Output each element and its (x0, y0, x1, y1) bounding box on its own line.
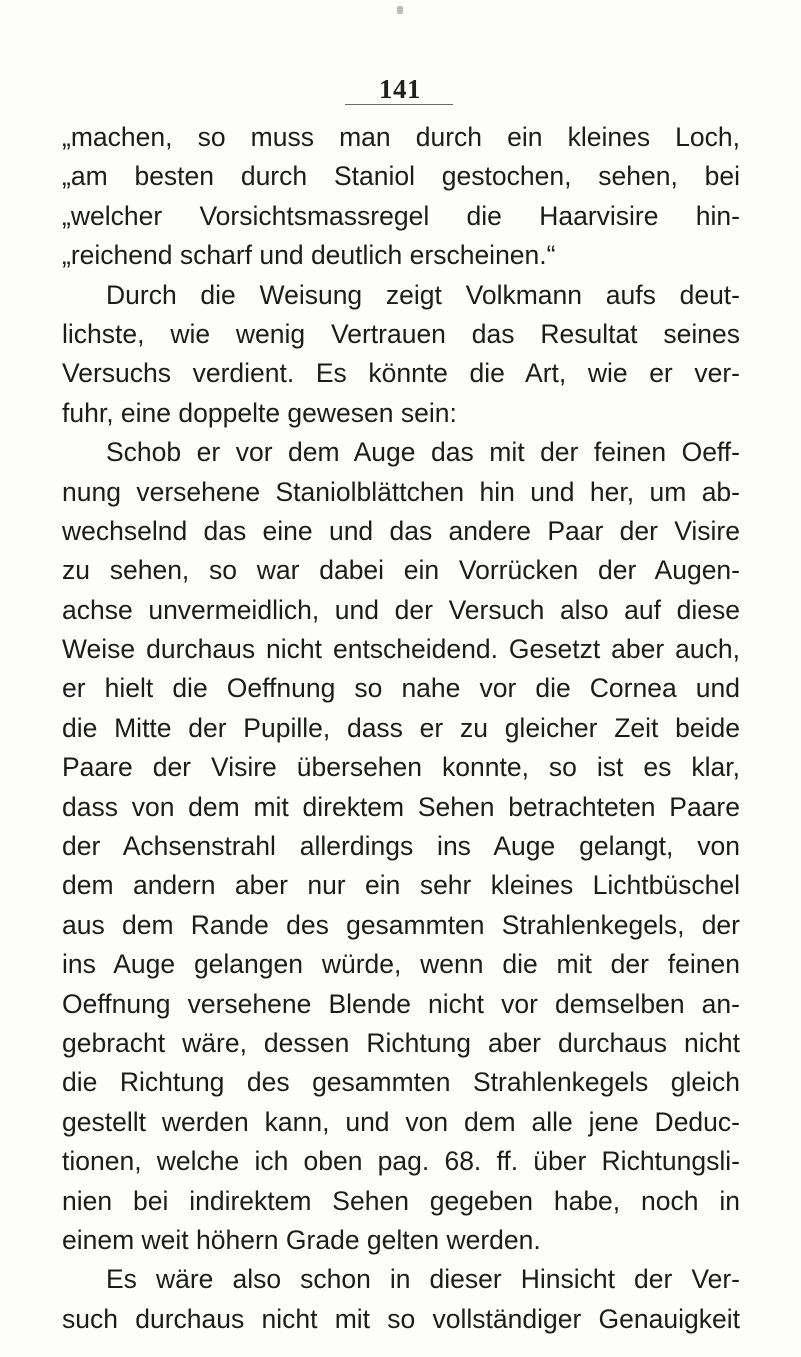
body-text (62, 118, 740, 1339)
text-line: „reichend scharf und deutlich erscheinen.“ (62, 240, 556, 271)
text-line: fuhr, eine doppelte gewesen sein: (62, 397, 457, 428)
page-smudge (397, 6, 403, 14)
text-line: „welcher Vorsichtsmassregel die Haarvisire hin- (62, 200, 740, 231)
text-line: Paare der Visire übersehen konnte, so ist es klar, (62, 752, 740, 783)
text-line: „machen, so muss man durch ein kleines Loch, (62, 122, 740, 152)
text-line: wechselnd das eine und das andere Paar der Visire (62, 515, 740, 546)
text-line: tionen, welche ich oben pag. 68. ff. über Richtungsli- (62, 1146, 740, 1177)
text-line: lichste, wie wenig Vertrauen das Resultat seines (62, 318, 740, 349)
text-line: Oeffnung versehene Blende nicht vor demselben an- (62, 988, 740, 1019)
text-line: ins Auge gelangen würde, wenn die mit der feinen (62, 949, 740, 980)
text-line: such durchaus nicht mit so vollständiger Genauigkeit (62, 1303, 740, 1334)
text-line: der Achsenstrahl allerdings ins Auge gelangt, von (62, 831, 740, 862)
text-line: Versuchs verdient. Es könnte die Art, wie er ver- (62, 358, 740, 389)
text-line: gestellt werden kann, und von dem alle jene Deduc- (62, 1106, 740, 1137)
text-line: aus dem Rande des gesammten Strahlenkegels, der (62, 909, 740, 940)
text-line: die Mitte der Pupille, dass er zu gleicher Zeit beide (62, 712, 740, 743)
text-line: „am besten durch Staniol gestochen, sehen, bei (62, 161, 740, 192)
text-line: Es wäre also schon in dieser Hinsicht der Ver- (106, 1264, 740, 1295)
text-line: einem weit höhern Grade gelten werden. (62, 1224, 541, 1255)
text-line: die Richtung des gesammten Strahlenkegels gleich (62, 1067, 740, 1098)
text-line: gebracht wäre, dessen Richtung aber durchaus nicht (62, 1027, 740, 1058)
text-line: nung versehene Staniolblättchen hin und her, um ab- (62, 476, 740, 507)
text-line: dem andern aber nur ein sehr kleines Lichtbüschel (62, 870, 740, 901)
text-line: Durch die Weisung zeigt Volkmann aufs deut- (106, 279, 740, 310)
page-number: 141 (379, 74, 421, 104)
text-line: nien bei indirektem Sehen gegeben habe, noch in (62, 1185, 740, 1216)
text-line: Weise durchaus nicht entscheidend. Gesetzt aber auch, (62, 634, 740, 665)
text-line: er hielt die Oeffnung so nahe vor die Cornea und (62, 673, 740, 704)
text-line: dass von dem mit direktem Sehen betrachteten Paare (62, 791, 740, 822)
text-line: Schob er vor dem Auge das mit der feinen Oeff- (106, 437, 740, 468)
header-rule (345, 104, 453, 105)
text-line: achse unvermeidlich, und der Versuch also auf diese (62, 594, 740, 625)
text-line: zu sehen, so war dabei ein Vorrücken der Augen- (62, 555, 740, 586)
